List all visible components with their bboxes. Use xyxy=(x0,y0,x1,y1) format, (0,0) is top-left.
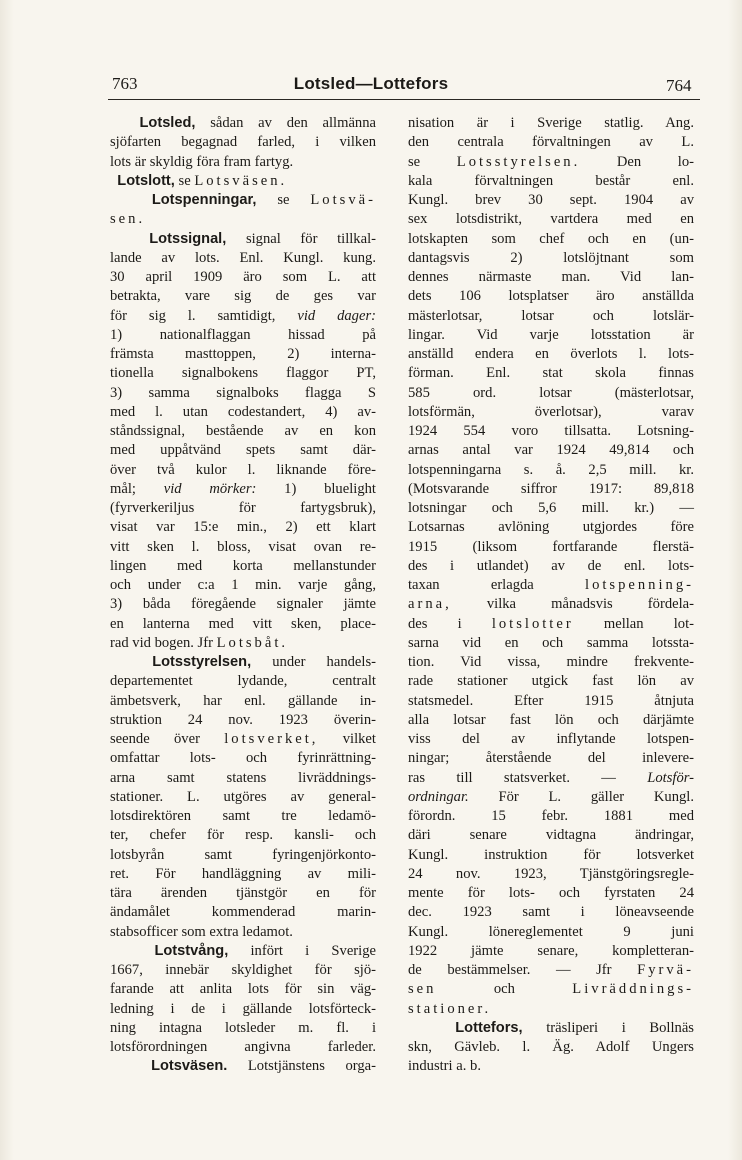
headword: Lotstvång, xyxy=(154,942,229,959)
text-line: Kungl. lönereglementet 9 juni xyxy=(408,923,694,940)
text-line xyxy=(110,653,376,672)
entry-lotsstyrelsen xyxy=(110,653,376,942)
text-line: anställd endera en överlots l. lots- xyxy=(408,346,694,362)
text-line: lotskapten som chef och en (un- xyxy=(408,230,694,247)
entry-lotspenningar xyxy=(110,191,376,230)
right-column xyxy=(408,114,694,1077)
text-line: ändamålet kommenderad marin- xyxy=(110,904,376,921)
text-line: ter, chefer för resp. kansli- och xyxy=(110,827,376,844)
text-fragment: mål; xyxy=(110,480,136,497)
text-line: lande av lots. Enl. Kungl. kung. xyxy=(110,249,376,266)
text-line: lotsdirektören samt tre ledamö- xyxy=(110,808,376,824)
text-line: 3) båda föregående signaler jämte xyxy=(110,596,376,613)
running-title: Lotsled—Lottefors xyxy=(293,74,449,93)
text-line: 30 april 1909 äro som L. att xyxy=(110,269,376,285)
entry-lotsled xyxy=(110,114,376,172)
text-line: stationer. L. utgöres av general- xyxy=(110,788,376,805)
text-line: tionella signalbokens flaggor PT, xyxy=(110,365,376,382)
cross-reference: Livräddnings- xyxy=(572,981,694,998)
text-line: struktion 24 nov. 1923 överin- xyxy=(110,711,376,728)
text-line: förman. Enl. stat skola finnas xyxy=(408,365,694,382)
text-line: mente för lots- och fyrstaten 24 xyxy=(408,885,694,901)
text-line: (Motsvarande siffror 1917: 89,818 xyxy=(408,480,694,497)
text-line: ning intagna lotsleder m. fl. i xyxy=(110,1019,376,1036)
text-line: dantagsvis 2) lotslöjtnant som xyxy=(408,249,694,266)
text-line: departementet lydande, centralt xyxy=(110,673,376,690)
cross-reference: Lotsbåt. xyxy=(216,634,289,651)
text-line: ret. För handläggning av mili- xyxy=(110,865,376,882)
text-fragment: se xyxy=(408,153,421,170)
text-line xyxy=(408,980,694,999)
headword: Lotslott, xyxy=(117,172,175,189)
text-line xyxy=(408,1019,694,1038)
text-line: lotsningar och 5,6 mill. kr.) — xyxy=(408,500,694,516)
text-fragment: mellan lot- xyxy=(603,615,694,632)
text-line xyxy=(408,615,694,634)
cross-reference: arna, xyxy=(408,596,452,613)
headword: Lotsstyrelsen, xyxy=(152,654,252,670)
cross-reference: Lotsstyrelsen. xyxy=(456,153,581,170)
text-line: Lotsarnas avlöning utgjordes före xyxy=(408,519,694,536)
text-line xyxy=(110,114,376,133)
text-fragment: och xyxy=(493,981,515,998)
text-line: betrakta, vare sig de ges var xyxy=(110,288,376,305)
text-line: 1922 jämte senare, kompletteran- xyxy=(408,942,694,959)
text-line: rade stationer utgick fast lön av xyxy=(408,673,694,690)
italic-phrase: vid mörker: xyxy=(163,480,257,497)
text-line: dets 106 lotsplatser äro anställda xyxy=(408,288,694,305)
text-line: en lanterna med vitt sken, place- xyxy=(110,615,376,632)
text-line xyxy=(110,480,376,499)
left-column xyxy=(110,114,376,1077)
cross-reference: sen xyxy=(408,981,437,998)
text-line: skn, Gävleb. l. Äg. Adolf Ungers xyxy=(408,1039,694,1055)
text-line: sarna vid en och samma lotssta- xyxy=(408,634,694,651)
text-line: alla lotsar fast lön och därjämte xyxy=(408,711,694,728)
text-fragment: rad vid bogen. Jfr xyxy=(110,634,213,651)
italic-phrase: Lotsför- xyxy=(647,769,694,786)
text-fragment: seende över xyxy=(110,731,200,747)
text-line xyxy=(408,576,694,595)
italic-phrase: vid dager: xyxy=(297,307,376,324)
header-rule xyxy=(108,99,700,100)
headword: Lotssignal, xyxy=(149,230,227,247)
text-fragment: se xyxy=(178,172,191,189)
text-line: 1667, innebär skyldighet för sjö- xyxy=(110,962,376,978)
text-fragment: vilket xyxy=(342,731,376,747)
cross-reference: lotspenning- xyxy=(585,577,694,593)
text-line: däri senare vidtagna ändringar, xyxy=(408,827,694,844)
text-line: 1924 554 voro tillsatta. Lotsning- xyxy=(408,423,694,439)
text-line xyxy=(408,153,694,172)
text-line: Kungl. instruktion för lotsverket xyxy=(408,846,694,863)
cross-reference: Lotsvä- xyxy=(310,192,376,208)
text-line: förordn. 15 febr. 1881 med xyxy=(408,808,694,824)
text-line: lotsförmän, överlotsar), varav xyxy=(408,403,694,420)
text-fragment: under handels- xyxy=(272,654,376,670)
text-line: des i utlandet) av de enl. lots- xyxy=(408,557,694,574)
text-line: 1) nationalflaggan hissad på xyxy=(110,326,376,343)
text-line xyxy=(110,730,376,749)
text-line: 1915 (liksom fortfarande flerstä- xyxy=(408,538,694,555)
text-line xyxy=(408,788,694,807)
cross-reference: Fyrvä- xyxy=(637,962,694,978)
text-fragment: träsliperi i Bollnäs xyxy=(546,1019,694,1036)
headword: Lottefors, xyxy=(455,1019,523,1036)
text-line xyxy=(110,1057,376,1076)
headword: Lotsled, xyxy=(139,115,196,131)
text-line: lots är skyldig föra fram fartyg. xyxy=(110,153,294,170)
text-line: stabsofficer som extra ledamot. xyxy=(110,923,293,940)
text-line: ämbetsverk, har enl. gällande in- xyxy=(110,692,376,709)
text-fragment: Den lo- xyxy=(616,153,694,170)
text-line xyxy=(110,210,376,229)
text-fragment: 1) bluelight xyxy=(284,480,376,497)
text-line xyxy=(110,942,376,961)
text-line: tion. Vid vissa, mindre frekvente- xyxy=(408,654,694,670)
text-fragment: signal för tillkal- xyxy=(245,230,376,247)
italic-phrase: ordningar. xyxy=(408,788,469,805)
text-line: industri a. b. xyxy=(408,1058,481,1075)
text-line: tära ärenden tjänstgör en för xyxy=(110,885,376,901)
text-line: lotsbyrån samt fyringenjörkonto- xyxy=(110,846,376,863)
headword: Lotsväsen. xyxy=(151,1058,228,1075)
text-line xyxy=(408,595,694,614)
text-line: den centrala förvaltningen av L. xyxy=(408,134,694,151)
text-line: lingar. Vid varje lotsstation är xyxy=(408,326,694,343)
text-fragment: des i xyxy=(408,615,462,632)
page-number-right: 764 xyxy=(666,76,692,95)
text-line: främsta masttoppen, 2) interna- xyxy=(110,346,376,362)
text-line: statsmedel. Efter 1915 åtnjuta xyxy=(408,692,694,709)
text-fragment: taxan erlagda xyxy=(408,577,534,593)
text-line: ningar; återstående del inlevere- xyxy=(408,750,694,767)
text-line: med uppåtvänd spets samt där- xyxy=(110,442,376,459)
text-line: lotspenningarna s. å. 2,5 mill. kr. xyxy=(408,461,694,478)
text-line: lingen med korta mellanstunder xyxy=(110,557,376,574)
text-line xyxy=(110,307,376,326)
text-fragment: Lotstjänstens orga- xyxy=(247,1058,376,1075)
text-line: och under c:a 1 min. varje gång, xyxy=(110,577,376,593)
entry-lotsvasen xyxy=(110,1057,376,1076)
text-fragment: infört i Sverige xyxy=(250,942,377,959)
text-fragment: se xyxy=(277,192,290,208)
text-line: sex lotsdistrikt, vartdera med en xyxy=(408,211,694,228)
text-line: nisation är i Sverige statlig. Ang. xyxy=(408,115,694,131)
text-fragment: de bestämmelser. — Jfr xyxy=(408,962,612,978)
text-line: arna samt statens livräddnings- xyxy=(110,769,376,786)
text-line xyxy=(110,230,376,249)
text-line: lotsförordningen angivna farleder. xyxy=(110,1039,376,1055)
text-line: ledning i de i gällande lotsförteck- xyxy=(110,1000,376,1017)
text-line: över två kulor l. liknande före- xyxy=(110,461,376,478)
text-line xyxy=(110,191,376,210)
page-number-left: 763 xyxy=(112,74,138,93)
text-line: kala förvaltningen består enl. xyxy=(408,172,694,189)
text-line: sjöfarten begagnad farled, i vilken xyxy=(110,134,376,151)
entry-lotssignal xyxy=(110,230,376,654)
text-fragment: ras till statsverket. — xyxy=(408,769,616,786)
text-line: dennes närmaste man. Vid lan- xyxy=(408,269,694,285)
text-fragment: för sig l. samtidigt, xyxy=(110,307,276,324)
text-fragment: vilka månadsvis fördela- xyxy=(486,596,694,613)
text-line: dec. 1923 samt i löneavseende xyxy=(408,904,694,921)
text-line: med l. utan codestandert, 4) av- xyxy=(110,403,376,420)
text-line: (fyrverkeriljus för fartygsbruk), xyxy=(110,500,376,516)
headword: Lotspenningar, xyxy=(151,192,257,208)
text-line: omfattar lots- och fyrinrättning- xyxy=(110,750,376,767)
text-line xyxy=(110,634,376,653)
entry-lottefors xyxy=(408,1019,694,1077)
text-line: viss del av inflytande lotspen- xyxy=(408,731,694,747)
text-line xyxy=(408,1000,694,1019)
text-line xyxy=(110,172,376,191)
cross-reference: stationer. xyxy=(408,1000,492,1017)
cross-reference: lotslotter xyxy=(491,615,574,632)
text-line: 3) samma signalboks flagga S xyxy=(110,384,376,401)
text-line: 585 ord. lotsar (mästerlotsar, xyxy=(408,384,694,401)
text-fragment: sådan av den allmänna xyxy=(210,115,376,131)
cross-reference: sen. xyxy=(110,211,146,228)
text-line xyxy=(408,769,694,788)
text-line: mästerlotsar, lotsar och lotslär- xyxy=(408,307,694,324)
text-line: arnas antal var 1924 49,814 och xyxy=(408,442,694,459)
cross-reference: lotsverket, xyxy=(224,731,319,747)
text-line: ståndssignal, bestående av en kon xyxy=(110,423,376,439)
entry-lotstvang xyxy=(110,942,376,1058)
cross-reference: Lotsväsen. xyxy=(194,172,288,189)
entry-lotslott xyxy=(110,172,376,191)
text-line: visat var 15:e min., 2) ett klart xyxy=(110,519,376,536)
text-line: Kungl. brev 30 sept. 1904 av xyxy=(408,192,694,208)
text-fragment: För L. gäller Kungl. xyxy=(498,788,694,805)
text-line: 24 nov. 1923, Tjänstgöringsregle- xyxy=(408,865,694,882)
text-line xyxy=(408,961,694,980)
text-line: vitt sken l. bloss, visat ovan re- xyxy=(110,538,376,555)
text-line: farande att anlita lots för sin väg- xyxy=(110,981,376,998)
